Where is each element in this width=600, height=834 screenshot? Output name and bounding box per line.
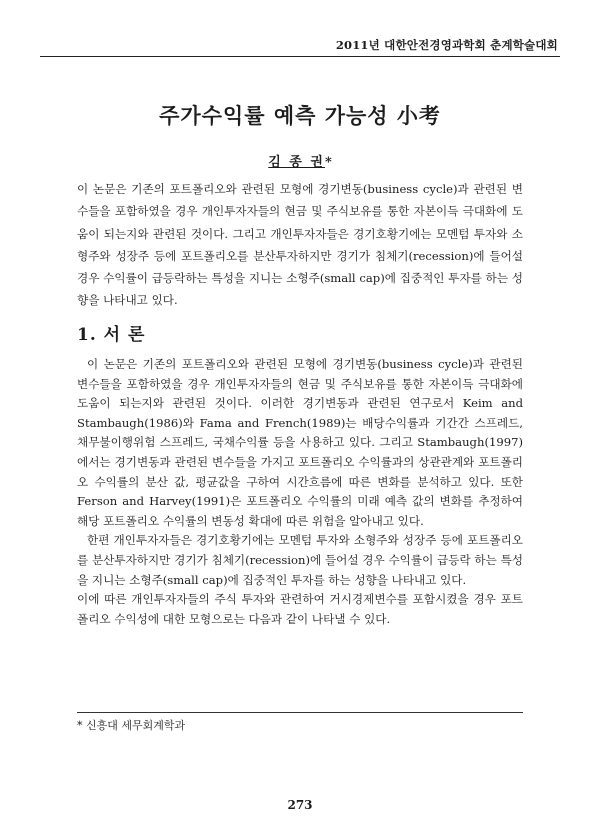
section-body xyxy=(77,355,523,629)
body-paragraph: 한편 개인투자자들은 경기호황기에는 모멘텀 투자와 소형주와 성장주 등에 포트폴리오를 분산투자하지만 경기가 침체기(recession)에 들어설 경우 수익률이 급등락 하는 특성을 지니는 소형주(small cap)에 집중적인 투자를 하는 성향을 나타내고 있다. xyxy=(77,533,523,587)
footnote-affiliation: * 신흥대 세무회계학과 xyxy=(77,719,186,732)
author-name: 김 종 권 xyxy=(268,155,325,170)
section-heading-introduction: 1. 서 론 xyxy=(77,325,146,345)
body-paragraph: 이 논문은 기존의 포트폴리오와 관련된 모형에 경기변동(business cycle)과 관련된 변수들을 포함하였을 경우 개인투자자들의 현금 및 주식보유를 통한 자본이득 극대화에 도움이 되는지와 관련된 것이다. 이러한 경기변동과 관련된 연구로서 Keim and Stambaugh(1986)와 Fama and French(1989)는 배당수익률과 기간간 스프레드, 채무불이행위험 스프레드, 국채수익률 등을 사용하고 있다. 그리고 Stambaugh(1997)에서는 경기변동과 관련된 변수들을 가지고 포트폴리오 수익률과의 상관관계와 포트폴리오 수익률의 분산 값, 평균값을 구하여 시간흐름에 따른 변화를 분석하고 있다. 또한 Ferson and Harvey(1991)은 포트폴리오 수익률의 미래 예측 값의 변화를 추정하여 해당 포트폴리오 수익률의 변동성 확대에 따른 위험을 알아내고 있다. xyxy=(77,357,523,528)
abstract-text: 이 논문은 기존의 포트폴리오와 관련된 모형에 경기변동(business cycle)과 관련된 변수들을 포함하였을 경우 개인투자자들의 현금 및 주식보유를 통한 자본이득 극대화에 도움이 되는지와 관련된 것이다. 그리고 개인투자자들은 경기호황기에는 모멘텀 투자와 소형주와 성장주 등에 포트폴리오를 분산투자하지만 경기가 침체기(recession)에 들어설 경우 수익률이 급등락하는 특성을 지니는 소형주(small cap)에 집중적인 투자를 하는 성향을 나타내고 있다. xyxy=(77,182,523,308)
author-affiliation-mark: * xyxy=(324,155,332,170)
header-divider xyxy=(40,56,560,57)
body-paragraph: 이에 따른 개인투자자들의 주식 투자와 관련하여 거시경제변수를 포함시켰을 경우 포트폴리오 수익성에 대한 모형으로는 다음과 같이 나타낼 수 있다. xyxy=(77,592,523,626)
running-header: 2011년 대한안전경영과학회 춘계학술대회 xyxy=(335,38,558,52)
page-number: 273 xyxy=(287,798,313,812)
footnote-divider xyxy=(77,712,523,713)
author-line xyxy=(0,151,600,170)
paper-title: 주가수익률 예측 가능성 小考 xyxy=(159,103,441,128)
